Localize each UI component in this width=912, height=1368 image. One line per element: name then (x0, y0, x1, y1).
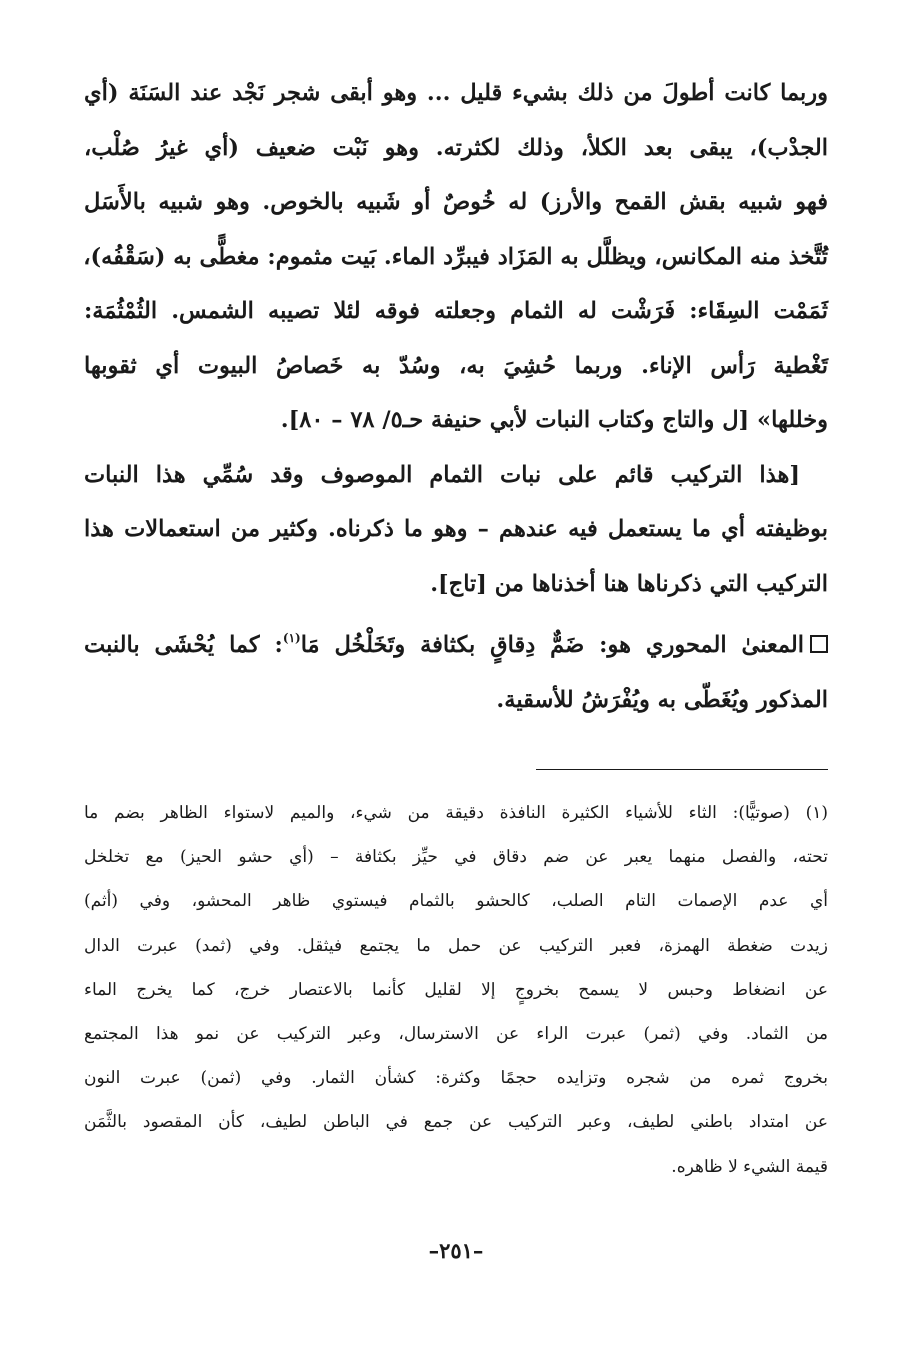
text-line: الجدْب)، يبقى بعد الكلأ، وذلك لكثرته. وهو نَبْت ضعيف (أي غيرُ صُلْب، (84, 134, 828, 161)
footnote (84, 791, 828, 1189)
text-line: ثَمَمْت السِقَاء: فَرَشْت له الثمام وجعلته فوقه لئلا تصيبه الشمس. الثُمْثُمَة: (84, 298, 828, 324)
bracket-paragraph-line: [هذا التركيب قائم على نبات الثمام الموصوف وقد سُمِّي هذا النبات (84, 461, 800, 488)
page-number: –٢٥١– (428, 1238, 484, 1263)
footnote-line: قيمة الشيء لا ظاهره. (671, 1156, 828, 1177)
checkbox-square-icon (810, 635, 828, 653)
footnote-line: أي عدم الإصمات التام الصلب، كالحشو بالثمام فيستوي ظاهر المحشو، وفي (أثم) (84, 891, 828, 912)
text-line: فهو شبيه بقش القمح والأرز) له خُوصٌ أو شَبيه بالخوص. وهو شبيه بالأَسَل (84, 189, 828, 215)
footnote-line: تحته، والفصل منهما يعبر عن ضم دقاق في حيِّز بكثافة – (أي حشو الحيز) مع تخلخل (84, 847, 828, 868)
footnote-divider (536, 769, 828, 770)
footnote-line: زيدت ضغطة الهمزة، فعبر التركيب عن حمل ما يجتمع فيثقل. وفي (ثمد) عبرت الدال (84, 935, 828, 956)
footnote-line: (١) (صوتيًّا): الثاء للأشياء الكثيرة النافذة دقيقة من شيء، والميم لاستواء الظاهر بضم ما (84, 803, 828, 823)
text-line: تَغْطية رَأس الإناء. وربما حُشِيَ به، وسُدّ به خَصاصُ البيوت أي ثقوبها (84, 352, 828, 379)
bracket-paragraph-line: بوظيفته أي ما يستعمل فيه عندهم – وهو ما ذكرناه. وكثير من استعمالات هذا (84, 516, 828, 542)
bracket-paragraph-line: التركيب التي ذكرناها هنا أخذناها من [تاج]. (430, 570, 828, 597)
footnote-line: بخروج ثمره من شجره وتزايده حجمًا وكثرة: كشأن الثمار. وفي (ثمن) عبرت النون (84, 1068, 828, 1089)
text-line: تُتَّخذ منه المكانس، ويظلَّل به المَزَاد فيبرِّد الماء. بَيت مثموم: مغطًّى به (سَقْفُه)، (83, 243, 828, 270)
text-line: وربما كانت أطولَ من ذلك بشيء قليل ... وهو أبقى شجر نَجْد عند السَنَة (أي (84, 80, 828, 106)
footnote-line: عن انضغاط وحبس لا يسمح بخروجٍ إلا لقليل كأنما بالاعتصار خرج، كما يخرج الماء (84, 979, 828, 1000)
footnote-line: عن امتداد باطني لطيف، وعبر التركيب عن جمع في الباطن لطيف، كأن المقصود بالثَّمَن (84, 1112, 828, 1133)
main-text (84, 66, 828, 727)
core-meaning-line-2: المذكور ويُغَطّى به ويُفْرَشُ للأسقية. (496, 686, 828, 713)
footnote-line: من الثماد. وفي (ثمر) عبرت الراء عن الاسترسال، وعبر التركيب عن نمو هذا المجتمع (84, 1024, 828, 1045)
core-meaning-text: المعنىٰ المحوري هو: ضَمٌّ دِقاقٍ بكثافة وتَخَلْخُل مَا (300, 632, 804, 658)
footnote-marker: (١) (282, 631, 301, 645)
core-meaning-line (84, 611, 828, 673)
text-line: وخللها» [ل والتاج وكتاب النبات لأبي حنيفة حـ٥/ ٧٨ – ٨٠]. (280, 407, 828, 433)
core-meaning-tail: : كما يُحْشَى بالنبت (84, 632, 283, 658)
